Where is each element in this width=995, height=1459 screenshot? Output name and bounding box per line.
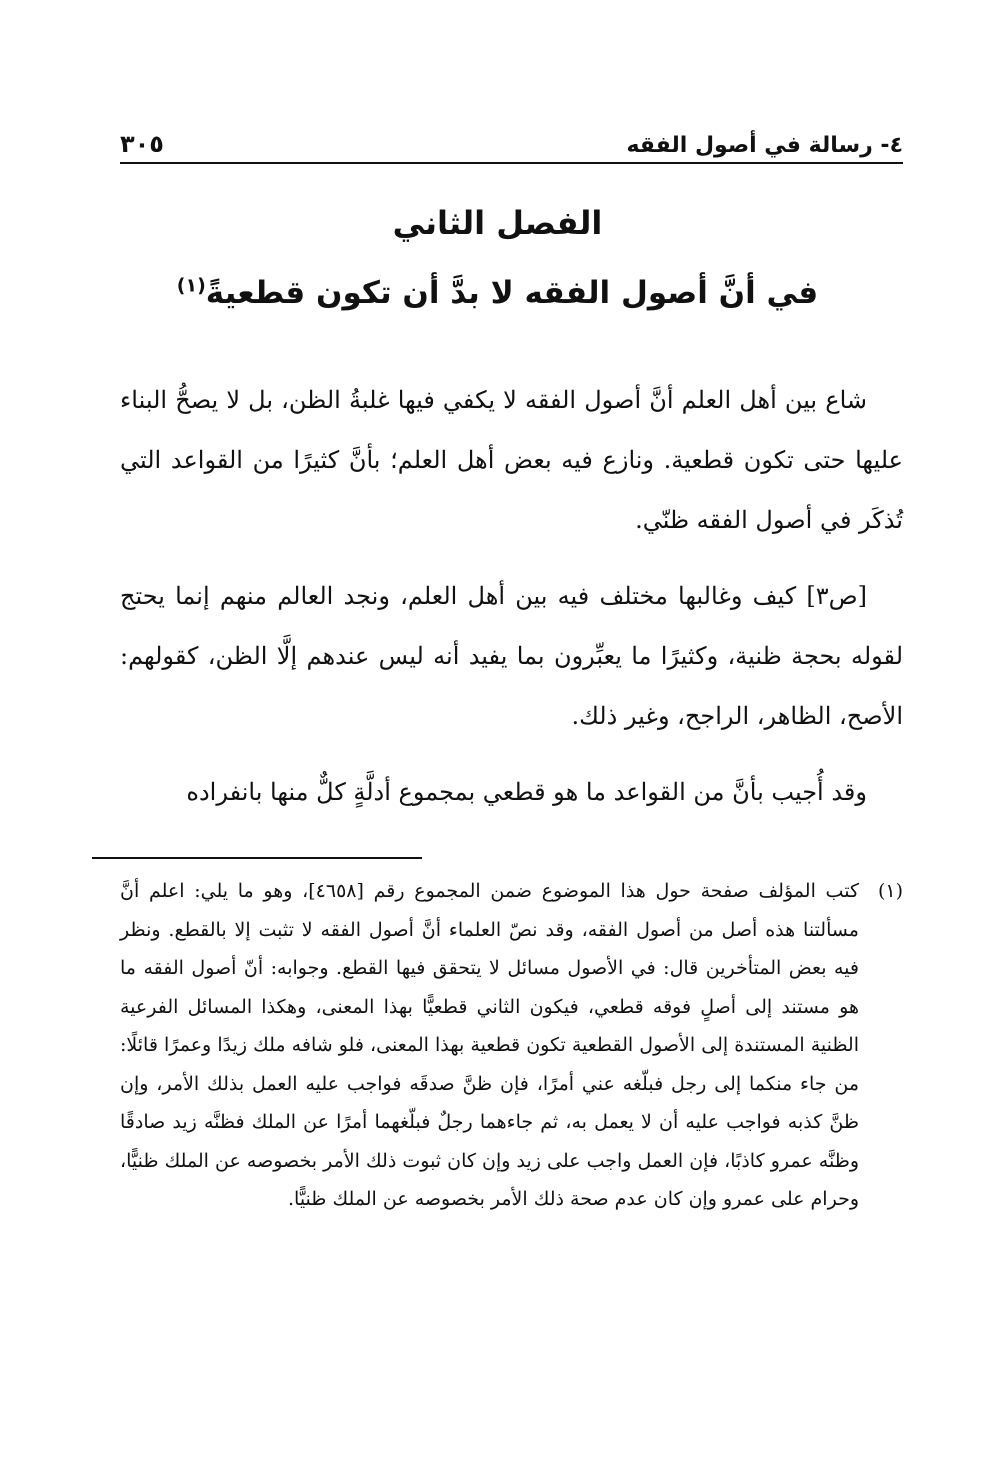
body-paragraph-2: [ص٣] كيف وغالبها مختلف فيه بين أهل العلم، ونجد العالم منهم إنما يحتج لقوله بحجة ظنية، وكثيرًا ما يعبِّرون بما يفيد أنه ليس عندهم إلَّا الظن، كقولهم: الأصح، الظاهر، الراجح، وغير ذلك. <box>120 582 904 730</box>
footnote-reference: (١) <box>176 274 206 297</box>
footnote-number: (١) <box>877 880 903 902</box>
footnote <box>120 872 903 1219</box>
footnote-text: كتب المؤلف صفحة حول هذا الموضوع ضمن المجموع رقم [٤٦٥٨]، وهو ما يلي: اعلم أنَّ مسألتنا هذه أصل من أصول الفقه، وقد نصّ العلماء أنَّ أصول الفقه لا تثبت إلا بالقطع. ونظر فيه بعض المتأخرين قال: في الأصول مسائل لا يتحقق فيها القطع. وجوابه: أنّ أصول الفقه ما هو مستند إلى أصلٍ فوقه قطعي، فيكون الثاني قطعيًّا بهذا المعنى، وهكذا المسائل الفرعية الظنية المستندة إلى الأصول القطعية تكون قطعية بهذا المعنى، فلو شافه ملك زيدًا وعمرًا قائلًا: من جاء منكما إلى رجل فبلّغه عني أمرًا، فإن ظنَّ صدقَه فواجب عليه العمل بذلك الأمر، وإن ظنَّ كذبه فواجب عليه أن لا يعمل به، ثم جاءهما رجلٌ فبلّغهما أمرًا عن الملك فظنَّه زيد صادقًا وظنَّه عمرو كاذبًا، فإن العمل واجب على زيد وإن كان ثبوت ذلك الأمر بخصوصه عن الملك ظنيًّا، وحرام على عمرو وإن كان عدم صحة ذلك الأمر بخصوصه عن الملك ظنيًّا. <box>120 880 859 1210</box>
body-paragraph-1: شاع بين أهل العلم أنَّ أصول الفقه لا يكفي فيها غلبةُ الظن، بل لا يصحُّ البناء عليها حتى تكون قطعية. ونازع فيه بعض أهل العلم؛ بأنَّ كثيرًا من القواعد التي تُذكَر في أصول الفقه ظنّي. <box>120 386 903 534</box>
running-header <box>120 118 903 158</box>
chapter-title <box>0 268 995 318</box>
running-header-title: ٤- رسالة في أصول الفقه <box>626 133 903 158</box>
chapter-title-text: في أنَّ أصول الفقه لا بدَّ أن تكون قطعيةً <box>205 275 819 311</box>
header-divider <box>120 162 903 164</box>
body-paragraph-3: وقد أُجيب بأنَّ من القواعد ما هو قطعي بمجموع أدلَّةٍ كلٌّ منها بانفراده <box>186 778 867 806</box>
footnote-divider <box>92 857 422 859</box>
body-text <box>120 370 903 838</box>
chapter-label: الفصل الثاني <box>392 204 603 242</box>
page-number: ٣٠٥ <box>120 130 164 158</box>
